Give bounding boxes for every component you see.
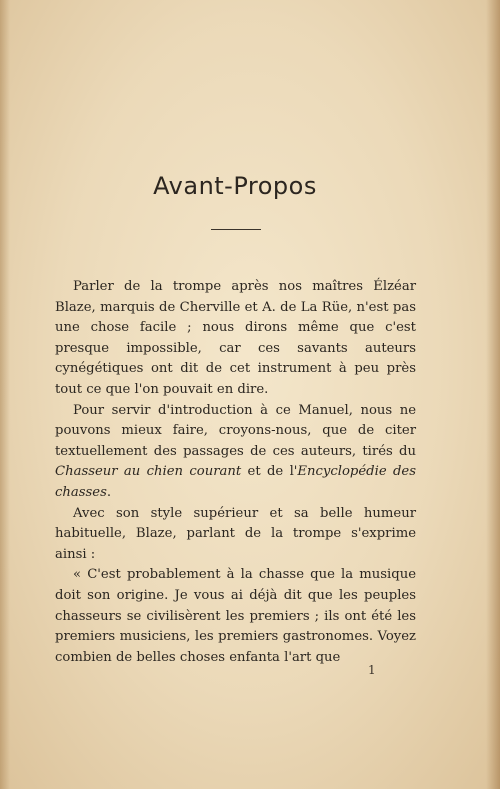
- chapter-title: Avant-Propos: [153, 172, 317, 200]
- paragraph-4-quote: « C'est probablement à la chasse que la musique doit son origine. Je vous ai déjà dit que les peuples chasseurs se civilisèrent les premiers ; ils ont été les premiers musiciens, les premiers gastronomes. Voyez combien de belles choses enfanta l'art que: [55, 567, 416, 665]
- paragraph-2-text-start: Pour servir d'introduction à ce Manuel, nous ne pouvons mieux faire, croyons-nous, que de citer textuellement des passages de ces auteurs, tirés du: [55, 402, 416, 459]
- page-edge-shadow-left: [0, 0, 10, 789]
- page-edge-shadow-right: [486, 0, 500, 789]
- title-divider: [211, 229, 261, 230]
- paragraph-2-text-middle: et de l': [241, 464, 298, 480]
- page-number: 1: [368, 663, 376, 677]
- body-text: [55, 277, 416, 668]
- paragraph-1: Parler de la trompe après nos maîtres Élzéar Blaze, marquis de Cherville et A. de La Rüe, n'est pas une chose facile ; nous dirons même que c'est presque impossible, car ces savants auteurs cynégétiques ont dit de cet instrument à peu près tout ce que l'on pouvait en dire.: [55, 279, 416, 397]
- paragraph-2-text-end: .: [106, 484, 112, 500]
- work-title-encyclopedie: Encyclopédie des chasses: [55, 464, 416, 500]
- paragraph-2: [55, 401, 416, 504]
- paragraph-3: Avec son style supérieur et sa belle humeur habituelle, Blaze, parlant de la trompe s'exprime ainsi :: [55, 505, 416, 562]
- work-title-chasseur: Chasseur au chien courant: [55, 464, 242, 480]
